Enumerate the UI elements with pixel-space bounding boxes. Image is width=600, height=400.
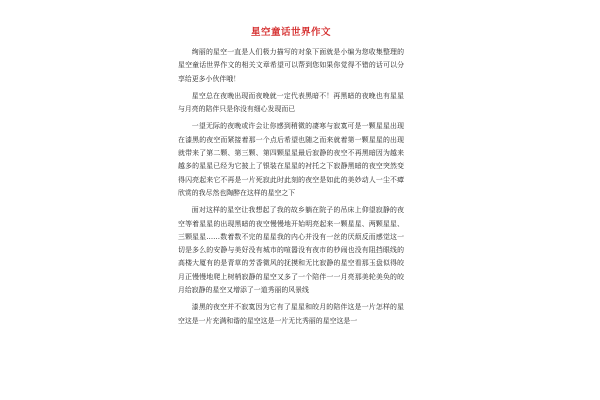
paragraph-5: 漆黑的夜空并不寂寞因为它有了星星和皎月的陪伴这是一片怎样的星空这是一片充满和谐的星空这是一片无比秀丽的星空这是一	[178, 303, 404, 325]
document-title: 星空童话世界作文	[250, 27, 331, 38]
paragraph-2: 星空总在夜晚出现而夜晚就一定代表黑暗不！再黑暗的夜晚也有星星与月亮的陪伴只是你没有细心发现而已	[178, 91, 404, 114]
paragraph-3: 一望无际的夜晚或许会让你感到稍微的凄寒与寂寞可是一颗星星出现在漆黑的夜空而紧接着那一个点后希望也随之而来就着第一颗星星的出现就带来了第二颗、第三颗、第四颗星星最后寂静的夜空不再黑暗因为越来越多的星星已经为它披上了银装在星星的衬托之下寂静黑暗的夜空突然变得闪亮起来它不再是一片死寂此时此刻的夜空是如此的美妙动人一尘不瘴欣赏的我尽然也陶醉在这样的星空之下	[178, 122, 404, 197]
paragraph-4: 面对这样的星空让我想起了我的故乡躺在院子的吊床上仰望寂静的夜空等着星星的出现黑暗的夜空慢慢地开始明亮起来一颗星星、两颗星星、三颗星星……数着数不完的星星我的内心并没有一丝的厌烦反而感觉这一切是多么的安静与美好没有城市的喧嚣没有夜市的杪闹也没有阻挡眼线的高楼大厦有的是青草的芳香微风的抚摸和无比寂静的星空看那玉盘似得皎月正慢慢地爬上树梢寂静的星空又多了一个陪伴一一月亮那美轮美奂的皎月给寂静的星空又增添了一道秀丽的风景线	[178, 206, 404, 295]
paragraph-intro: 绚丽的星空一直是人们极力描写的对象下面就是小编为您收集整理的星空童话世界作文的相关文章希望可以帮到您如果你觉得不错的话可以分享给更多小伙伴哦！	[178, 48, 404, 83]
